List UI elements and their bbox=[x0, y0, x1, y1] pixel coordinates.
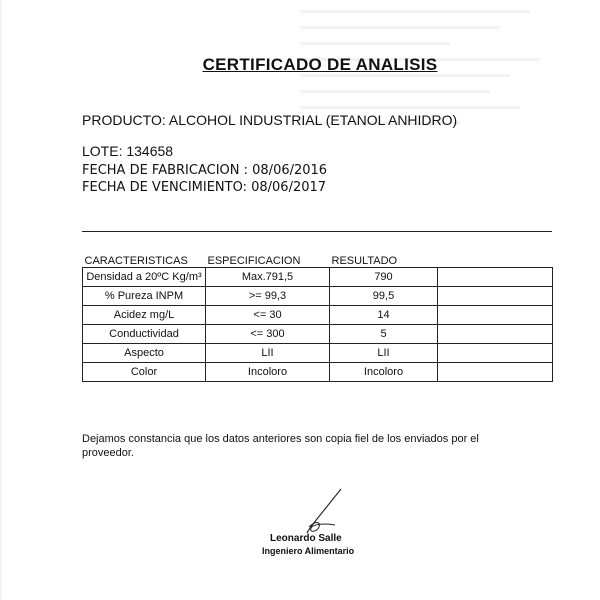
spec-cell: >= 99,3 bbox=[206, 287, 330, 306]
spec-cell: Incoloro bbox=[206, 363, 330, 382]
param-cell: Color bbox=[83, 363, 206, 382]
table-row bbox=[83, 344, 553, 363]
param-cell: Acidez mg/L bbox=[83, 306, 206, 325]
param-cell: Conductividad bbox=[83, 325, 206, 344]
reverse-side-bleed-through bbox=[300, 10, 550, 150]
param-cell: % Pureza INPM bbox=[83, 287, 206, 306]
header-resultado: RESULTADO bbox=[330, 252, 438, 268]
analysis-table bbox=[82, 252, 553, 382]
spec-cell: LII bbox=[206, 344, 330, 363]
expiration-date: FECHA DE VENCIMIENTO: 08/06/2017 bbox=[82, 180, 327, 195]
result-cell: Incoloro bbox=[330, 363, 438, 382]
certificate-title: CERTIFICADO DE ANALISIS bbox=[202, 55, 438, 74]
signatory-name: Leonardo Salle bbox=[270, 533, 342, 544]
empty-cell bbox=[438, 344, 553, 363]
result-cell: 5 bbox=[330, 325, 438, 344]
spec-cell: <= 30 bbox=[206, 306, 330, 325]
empty-cell bbox=[438, 287, 553, 306]
table-row bbox=[83, 306, 553, 325]
result-cell: 99,5 bbox=[330, 287, 438, 306]
table-row bbox=[83, 325, 553, 344]
param-cell: Aspecto bbox=[83, 344, 206, 363]
header-especificacion: ESPECIFICACION bbox=[206, 252, 330, 268]
disclaimer-note: Dejamos constancia que los datos anteriores son copia fiel de los enviados por el proveedor. bbox=[82, 433, 479, 459]
horizontal-rule bbox=[82, 231, 552, 232]
table-row bbox=[83, 287, 553, 306]
result-cell: 790 bbox=[330, 268, 438, 287]
table-header-row bbox=[83, 252, 553, 268]
lot-number: LOTE: 134658 bbox=[82, 143, 174, 159]
spec-cell: <= 300 bbox=[206, 325, 330, 344]
spec-cell: Max.791,5 bbox=[206, 268, 330, 287]
header-blank bbox=[438, 252, 553, 268]
scan-edge bbox=[0, 0, 2, 600]
table-row bbox=[83, 268, 553, 287]
table-row bbox=[83, 363, 553, 382]
header-caracteristicas: CARACTERISTICAS bbox=[83, 252, 206, 268]
signatory-title: Ingeniero Alimentario bbox=[262, 546, 355, 556]
product-line: PRODUCTO: ALCOHOL INDUSTRIAL (ETANOL ANHIDRO) bbox=[82, 112, 458, 128]
empty-cell bbox=[438, 325, 553, 344]
handwritten-signature bbox=[295, 487, 355, 537]
result-cell: 14 bbox=[330, 306, 438, 325]
empty-cell bbox=[438, 268, 553, 287]
result-cell: LII bbox=[330, 344, 438, 363]
empty-cell bbox=[438, 306, 553, 325]
manufacture-date: FECHA DE FABRICACION : 08/06/2016 bbox=[82, 163, 328, 178]
param-cell: Densidad a 20ºC Kg/m³ bbox=[83, 268, 206, 287]
empty-cell bbox=[438, 363, 553, 382]
